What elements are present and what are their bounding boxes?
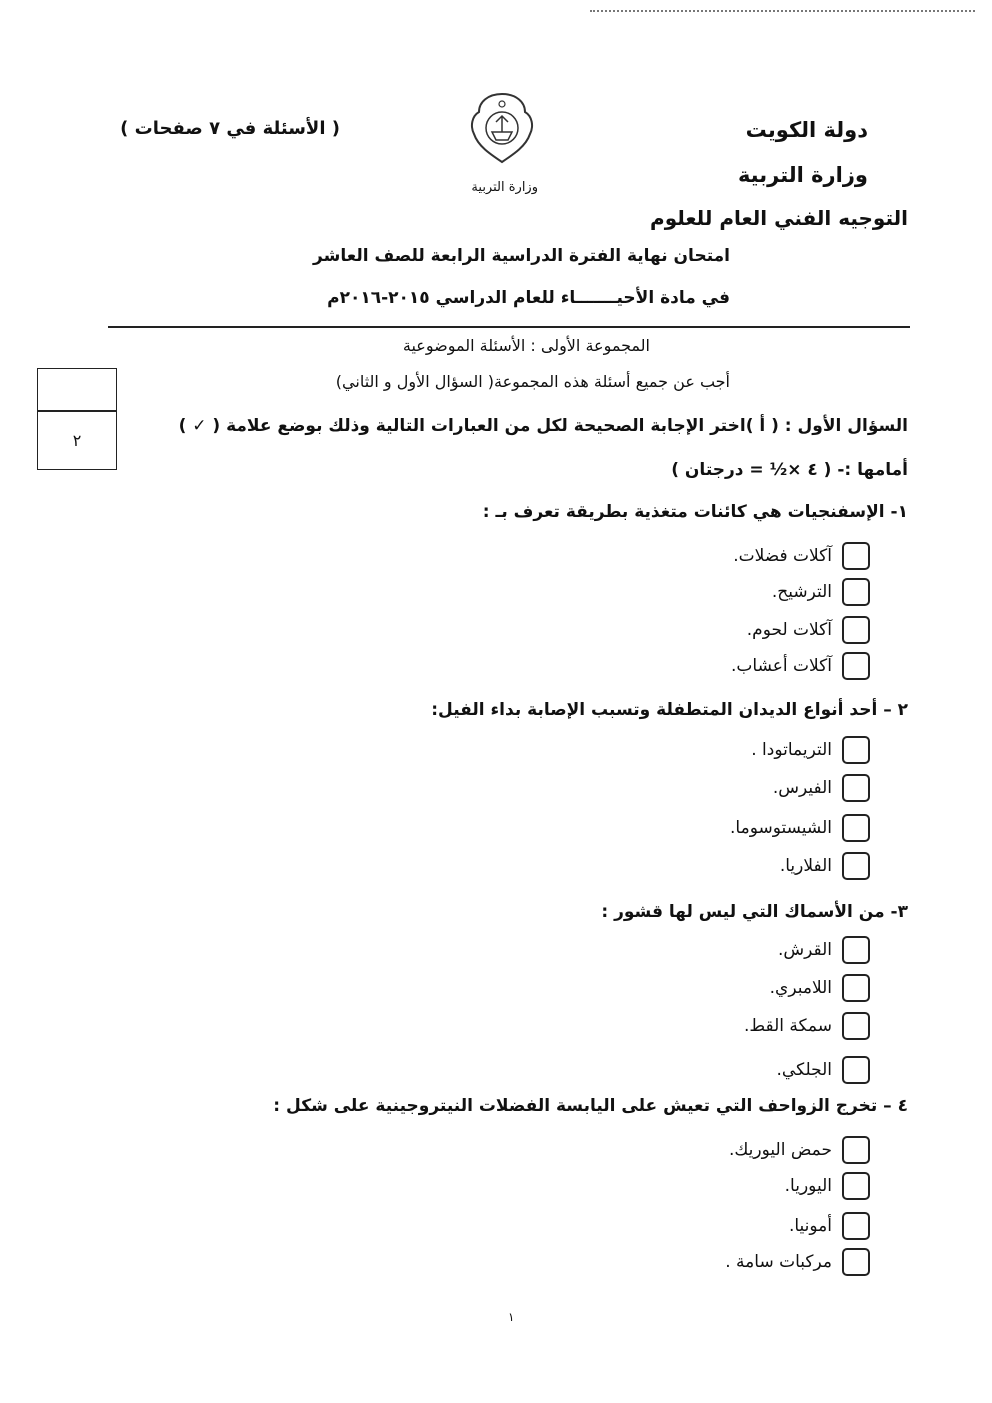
q2-option-1[interactable] — [751, 734, 870, 766]
exam-title: امتحان نهاية الفترة الدراسية الرابعة للصف العاشر — [313, 246, 730, 266]
q4-option-2[interactable] — [785, 1170, 870, 1202]
option-label: أمونيا. — [788, 1216, 832, 1236]
top-border-dots — [590, 10, 975, 12]
option-label: الشيستوسوما. — [730, 818, 832, 838]
page-number: ١ — [508, 1310, 515, 1324]
answer-checkbox[interactable] — [842, 542, 870, 570]
answer-checkbox[interactable] — [842, 652, 870, 680]
score-box-value — [37, 410, 117, 470]
option-label: الجلكي. — [776, 1060, 832, 1080]
question-one-marks: أمامها :- ( ٤ ×½ = درجتان ) — [671, 460, 908, 480]
option-label: التريماتودا . — [751, 740, 832, 760]
answer-checkbox[interactable] — [842, 1172, 870, 1200]
question-2-stem: ٢ – أحد أنواع الديدان المتطفلة وتسبب الإصابة بداء الفيل: — [431, 700, 908, 720]
score-value: ٢ — [72, 430, 82, 450]
question-3-stem: ٣- من الأسماك التي ليس لها قشور : — [601, 902, 908, 922]
q4-option-3[interactable] — [789, 1210, 870, 1242]
option-label: آكلات لحوم. — [746, 620, 832, 640]
option-label: حمض اليوريك. — [728, 1140, 832, 1160]
q1-option-1[interactable] — [733, 540, 870, 572]
option-label: الفلاريا. — [779, 856, 832, 876]
option-label: سمكة القط. — [743, 1016, 832, 1036]
answer-checkbox[interactable] — [842, 616, 870, 644]
answer-checkbox[interactable] — [842, 1136, 870, 1164]
answer-checkbox[interactable] — [842, 578, 870, 606]
answer-checkbox[interactable] — [842, 1248, 870, 1276]
answer-checkbox[interactable] — [842, 774, 870, 802]
q1-option-2[interactable] — [772, 576, 870, 608]
subject-line: في مادة الأحيـــــــاء للعام الدراسي ٢٠١٥-٢٠١٦م — [327, 288, 730, 308]
ministry-seal-icon — [462, 88, 542, 168]
answer-checkbox[interactable] — [842, 974, 870, 1002]
seal-caption: وزارة التربية — [471, 180, 538, 195]
answer-checkbox[interactable] — [842, 852, 870, 880]
group-title: المجموعة الأولى : الأسئلة الموضوعية — [402, 336, 650, 355]
answer-checkbox[interactable] — [842, 814, 870, 842]
answer-checkbox[interactable] — [842, 1012, 870, 1040]
q3-option-4[interactable] — [777, 1054, 870, 1086]
question-4-stem: ٤ – تخرج الزواحف التي تعيش على اليابسة الفضلات النيتروجينية على شكل : — [273, 1096, 908, 1116]
country-name: دولة الكويت — [745, 118, 868, 142]
option-label: مركبات سامة . — [725, 1252, 832, 1272]
q4-option-4[interactable] — [725, 1246, 870, 1278]
answer-checkbox[interactable] — [842, 1056, 870, 1084]
group-instruction: أجب عن جميع أسئلة هذه المجموعة( السؤال الأول و الثاني) — [335, 372, 730, 391]
answer-checkbox[interactable] — [842, 1212, 870, 1240]
option-label: اللامبري. — [769, 978, 832, 998]
answer-checkbox[interactable] — [842, 736, 870, 764]
q3-option-2[interactable] — [770, 972, 870, 1004]
supervision-name: التوجيه الفني العام للعلوم — [650, 206, 908, 230]
option-label: الفيرس. — [772, 778, 832, 798]
q2-option-4[interactable] — [780, 850, 870, 882]
q3-option-1[interactable] — [778, 934, 870, 966]
score-box-blank — [37, 368, 117, 412]
option-label: آكلات فضلات. — [733, 546, 832, 566]
q4-option-1[interactable] — [729, 1134, 870, 1166]
option-label: آكلات أعشاب. — [731, 656, 832, 676]
option-label: القرش. — [777, 940, 832, 960]
question-one-title: السؤال الأول : ( أ )اختر الإجابة الصحيحة لكل من العبارات التالية وذلك بوضع علامة ( ✓ ) — [178, 416, 908, 436]
ministry-name: وزارة التربية — [737, 163, 868, 187]
option-label: اليوريا. — [784, 1176, 832, 1196]
pages-note: ( الأسئلة في ٧ صفحات ) — [120, 118, 340, 139]
q3-option-3[interactable] — [744, 1010, 870, 1042]
answer-checkbox[interactable] — [842, 936, 870, 964]
q1-option-4[interactable] — [731, 650, 870, 682]
question-1-stem: ١- الإسفنجيات هي كائنات متغذية بطريقة تعرف بـ : — [482, 502, 908, 522]
header-divider — [108, 326, 910, 328]
q1-option-3[interactable] — [747, 614, 870, 646]
option-label: الترشيح. — [771, 582, 832, 602]
q2-option-2[interactable] — [773, 772, 870, 804]
q2-option-3[interactable] — [730, 812, 870, 844]
